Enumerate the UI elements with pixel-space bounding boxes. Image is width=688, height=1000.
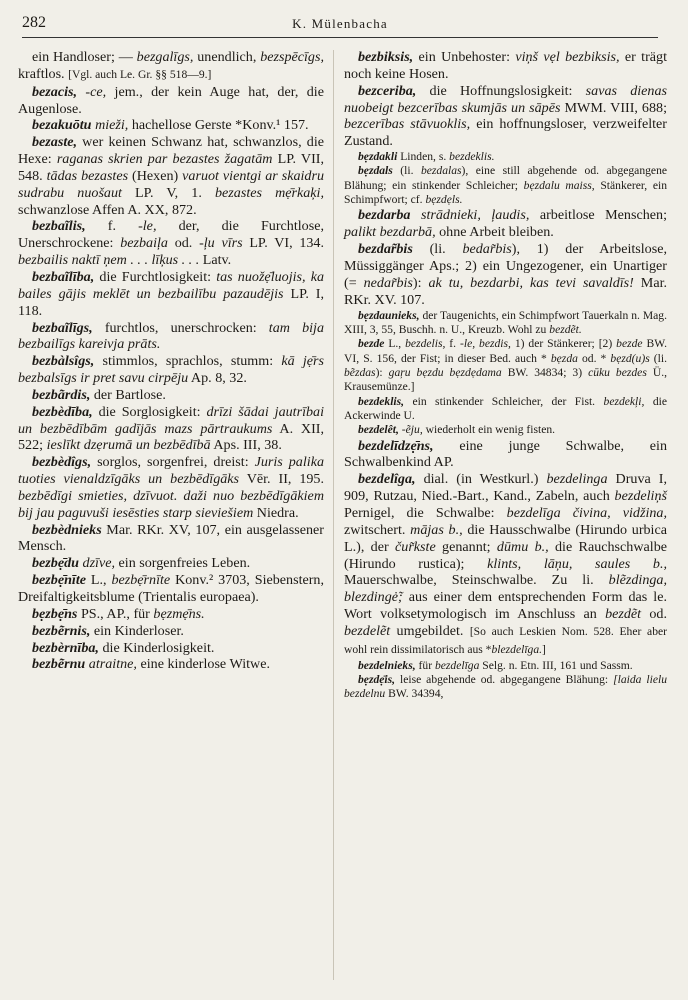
headword: bezbèdîgs, [32, 454, 92, 471]
example-text: tam bija bezbailīgs kareivja prāts. [18, 319, 324, 353]
definition-text: Latv. [199, 252, 232, 269]
example-text: bezdẽt [605, 606, 642, 623]
dictionary-entry [344, 150, 667, 164]
dictionary-entry [18, 623, 324, 640]
example-text: gaŗu bẹzdu bẹzdẹdama [388, 365, 502, 379]
headword: bezbaĩlis, [32, 218, 86, 235]
example-text: bẹzdẹls. [425, 193, 463, 207]
dictionary-entry [18, 640, 324, 657]
definition-text: dial. (in Westkurl.) [415, 471, 547, 488]
headword: bezbãrdis, [32, 386, 91, 403]
dictionary-entry [18, 84, 324, 118]
example-text: bezspēcīgs, [260, 49, 324, 65]
definition-text: aus einer dem entsprechenden Form das le. Wort volksetymologisch im Anschluss an [344, 589, 667, 623]
definition-text: Ap. 8, 32. [188, 370, 247, 387]
definition-text [410, 207, 421, 223]
left-column [18, 49, 324, 673]
headword: bezacis, [32, 83, 78, 100]
definition-text: Konv.² 3703, Siebenstern, Dreifaltigkeitsblume (Trientalis europaea). [18, 572, 325, 605]
definition-text: 1) der Stänkerer; [2) [510, 337, 617, 351]
example-text: bezdelīga [434, 658, 480, 672]
definition-text: der, die Furchtlose, Unerschrockene: [18, 218, 324, 252]
definition-text: Ü., Krausemünze.] [344, 365, 667, 394]
example-text: bedar̃bis [462, 241, 512, 258]
example-text: tādas bezastes [46, 167, 129, 184]
definition-text: ein Unbehoster: [413, 49, 516, 65]
dictionary-entry [344, 471, 667, 658]
example-text: bezastes mẹ̄rkaķi, [215, 184, 324, 201]
definition-text: BW. 34394, [385, 687, 444, 701]
definition-text: unendlich, [193, 49, 261, 65]
running-title: K. Mülenbacha [292, 16, 388, 31]
definition-text: hachellose Gerste *Konv.¹ 157. [128, 117, 309, 134]
example-text: [laida lielu bezdelnu [344, 672, 667, 701]
headword: bezde [358, 337, 385, 351]
definition-text: die Hausschwalbe (Hirundo urbica L.), der [344, 521, 667, 555]
definition-text: schwanzlose Affen A. XX, 872. [18, 201, 197, 218]
definition-text: ein Kinderloser. [90, 622, 184, 639]
definition-text: f. [85, 218, 139, 235]
definition-text: die Ackerwinde U. [344, 394, 667, 422]
headword: bẹzdakli [358, 150, 398, 164]
definition-text: zwitschert. [344, 521, 411, 538]
headword: bezbaĩlīgs, [32, 319, 93, 336]
example-text: blẽzdinga, blezdingė̃; [344, 572, 667, 606]
headword: bezceriba, [358, 82, 417, 99]
definition-text: [So auch Leskien Nom. 528. Eher aber wohl rein dissimilatorisch aus * [344, 624, 668, 656]
headword: bezbiksis, [358, 49, 414, 65]
definition-text: wer keinen Schwanz hat, schwanzlos, die Hexe: [18, 134, 324, 168]
example-text: bezgalīgs, [136, 49, 194, 65]
example-text: mieži, [95, 117, 129, 134]
dictionary-entry [344, 438, 667, 472]
example-text: strādnieki, [420, 207, 481, 224]
headword: bezbẽrnis, [32, 622, 91, 639]
example-text: savas dienas nuobeigt bezcerības skumjās un sāpēs [344, 82, 667, 116]
dictionary-entry [18, 572, 324, 606]
definition-text: Mar. RKr. XV. 107. [344, 274, 668, 308]
example-text: viņš vẹl bezbiksis, [515, 49, 620, 65]
definition-text: der Taugenichts, ein Schimpfwort Tauerkaln n. Mag. XIII, 3, 55, Buschh. n. U., Kreuzb. Wohl zu [344, 308, 667, 336]
definition-text: ), eine still abgehende od. abgegangene Blähung; ein stinkender Schleicher; [344, 164, 668, 192]
example-text: kā jẹ̄rs bezbalsīgs ir pret savu cirpēju [18, 353, 324, 387]
headword: bezbẹ̄nīte [32, 572, 87, 589]
dictionary-entry [18, 269, 324, 320]
example-text: bẹzdalu maiss, [523, 178, 595, 192]
example-text: bezdẽt. [549, 322, 582, 336]
example-text: klints, lāņu, saules b., [487, 555, 667, 572]
example-text: bẹzd(u)s [610, 351, 650, 365]
dictionary-entry [18, 353, 324, 387]
dictionary-entry [18, 117, 324, 134]
definition-text: sorglos, sorgenfrei, dreist: [91, 454, 255, 471]
example-text: ļaudis, [491, 207, 530, 224]
dictionary-entry [18, 49, 324, 84]
definition-text: LP. VI, 134. [242, 235, 324, 252]
example-text: bẽzdas [344, 365, 376, 379]
definition-text: genannt; [435, 538, 497, 555]
definition-text: kraftlos. [18, 65, 69, 82]
definition-text: f. [445, 337, 460, 351]
headword: bezdelnieks, [358, 658, 416, 672]
example-text: tas nuožẹ̄luojis, ka bailes gājis meklēt un bezbailību pazaudējis [18, 268, 324, 302]
example-text: dzīve, [82, 555, 115, 572]
definition-text: L., [86, 572, 112, 589]
dictionary-entry [18, 387, 324, 404]
header-rule [22, 37, 658, 38]
example-text: raganas skrien par bezastes žagatām [56, 151, 273, 168]
headword: bezbaĩlība, [32, 268, 95, 285]
dictionary-entry [18, 606, 324, 623]
right-column [344, 49, 667, 702]
headword: bezdelîga, [358, 471, 416, 488]
dictionary-entry [18, 454, 324, 521]
dictionary-entry [344, 309, 667, 338]
headword: bezbèdība, [32, 403, 93, 420]
example-text: -ẽju, [401, 423, 423, 437]
definition-text: Niedra. [253, 504, 299, 521]
dictionary-entry [344, 207, 667, 241]
example-text: bezdelẽt [344, 622, 391, 639]
definition-text: Mauerschwalbe, Steinschwalbe. Zu li. [344, 572, 609, 589]
definition-text: arbeitlose Menschen; [529, 207, 667, 224]
definition-text: Stänkerer, ein Schimpfwort; cf. [344, 178, 667, 207]
definition-text: für [415, 658, 435, 672]
definition-text: Selg. n. Etn. III, 161 und Sassm. [479, 658, 633, 672]
definition-text: leise abgehende od. abgegangene Blähung: [395, 672, 614, 686]
definition-text: ein Handloser; — [32, 49, 137, 65]
definition-text: (Hexen) [128, 167, 183, 184]
example-text: ak tu, bezdarbi, kas tevi savaldīs! [428, 274, 634, 291]
definition-text: BW. VI, S. 156, der Fist; in dieser Bed. auch * [344, 337, 667, 365]
headword: bezakuōtu [32, 117, 92, 134]
example-text: palikt bezdarbā, [344, 224, 436, 241]
definition-text: ): [412, 274, 429, 291]
example-text: cūku bezdes [588, 365, 647, 379]
definition-text: die Furchtlosigkeit: [94, 268, 217, 285]
definition-text: die Kinderlosigkeit. [98, 639, 215, 656]
definition-text: ): [375, 365, 389, 379]
headword: bezdelêt, [358, 423, 399, 437]
definition-text: der Bartlose. [90, 386, 166, 403]
headword: bẹzdaunieks, [358, 308, 420, 322]
example-text: bezdeliņš [614, 488, 667, 505]
example-text: bezbẹ̄rnīte [111, 572, 171, 589]
dictionary-entry [344, 673, 667, 702]
definition-text: ein sorgenfreies Leben. [115, 555, 251, 572]
example-text: dūmu b., [496, 538, 549, 555]
definition-text: Druva I, 909, Rutzau, Nied.-Bart., Kand., Zabeln, auch [344, 471, 667, 505]
definition-text: eine junge Schwalbe, ein Schwalbenkind AP. [344, 437, 667, 471]
headword: bezdar̃bis [358, 241, 413, 258]
dictionary-entry [344, 395, 667, 424]
example-text: atraitne, [88, 656, 137, 673]
definition-text: PS., AP., für [77, 605, 154, 622]
column-separator [333, 50, 334, 980]
dictionary-entry [344, 241, 667, 308]
headword: bezbẹ̄du [32, 555, 79, 572]
definition-text: er trägt noch keine Hosen. [344, 49, 667, 82]
definition-text: umgebildet. [390, 622, 470, 639]
dictionary-entry [18, 555, 324, 572]
headword: bezbèdnieks [32, 521, 102, 538]
dictionary-entry [344, 337, 667, 394]
definition-text: [Vgl. auch Le. Gr. §§ 518—9.] [68, 67, 212, 81]
dictionary-entry [18, 134, 324, 218]
definition-text: Mar. RKr. XV, 107, ein ausgelassener Mensch. [18, 521, 324, 555]
headword: bezdarba [358, 207, 411, 224]
dictionary-entry [18, 522, 324, 556]
dictionary-entry [18, 404, 324, 455]
definition-text: ein stinkender Schleicher, der Fist. [404, 394, 604, 408]
definition-text: (li. [392, 164, 421, 178]
dictionary-entry [344, 49, 667, 83]
dictionary-entry [344, 423, 667, 437]
example-text: bẹzda [550, 351, 578, 365]
headword: bezbẽrnu [32, 656, 86, 673]
example-text: Juris palika tuoties vienaldzīgāks un bezbēdīgāks [18, 454, 324, 488]
example-text: bezbēdīgi smieties, dzīvuot. daži nuo bezbēdīgākiem bij jau paguvuši iesēsties starp sieviešiem [18, 487, 324, 521]
definition-text: od. * [577, 351, 611, 365]
example-text: bezdelinga [546, 471, 608, 488]
headword: bezdelīdzẹ̄ns, [358, 437, 434, 454]
definition-text: (li. [412, 241, 463, 258]
example-text: nedar̃bis [363, 274, 413, 291]
example-text: drīzi šādai jautrībai un bezbēdībām gadījās mazs pārtraukums [18, 403, 324, 437]
dictionary-entry [18, 656, 324, 673]
example-text: bezdalas [420, 164, 462, 178]
definition-text: Linden, s. [397, 150, 450, 164]
definition-text: Vēr. II, 195. [239, 471, 324, 488]
definition-text: eine kinderlose Witwe. [136, 656, 270, 673]
definition-text: (li. [649, 351, 667, 365]
headword: bẹzdals [358, 164, 393, 178]
example-text: bezdeklis. [449, 150, 495, 164]
headword: bezdeklis, [358, 394, 405, 408]
headword: bẹzbẹ̄ns [32, 605, 78, 622]
example-text: bẹzmẹ̄ns. [153, 605, 205, 622]
definition-text: LP. I, 118. [18, 285, 325, 319]
definition-text: od. [167, 235, 200, 252]
page-header [22, 14, 658, 34]
headword: bezbèrnība, [32, 639, 99, 656]
definition-text: BW. 34834; 3) [501, 365, 589, 379]
dictionary-entry [344, 659, 667, 673]
definition-text: MWM. VIII, 688; [560, 99, 667, 116]
page-number: 282 [22, 14, 46, 31]
definition-text: od. [641, 606, 667, 623]
example-text: mājas b., [410, 521, 463, 538]
example-text: bezcerības stāvuoklis, [344, 116, 471, 133]
dictionary-entry [344, 83, 667, 150]
example-text: bezdelīga čivina, vidžina, [506, 504, 667, 521]
definition-text: ] [542, 642, 546, 656]
example-text: bezdekļi, [603, 394, 645, 408]
definition-text: Pernigel, die Schwalbe: [344, 504, 507, 521]
definition-text: A. XII, 522; [18, 420, 324, 454]
definition-text: furchtlos, unerschrocken: [92, 319, 269, 336]
example-text: čur̃kste [395, 538, 436, 555]
dictionary-entry [18, 218, 324, 269]
definition-text [481, 207, 492, 223]
definition-text: L., [384, 337, 406, 351]
headword: bezbàlsîgs, [32, 353, 95, 370]
dictionary-entry [18, 320, 324, 354]
definition-text: wiederholt ein wenig fisten. [422, 423, 556, 437]
definition-text: stimmlos, sprachlos, stumm: [94, 353, 282, 370]
example-text: blezdelīga. [491, 642, 543, 656]
example-text: bezde [616, 337, 643, 351]
example-text: -ļu vīrs [199, 235, 243, 252]
example-text: ieslīkt dzẹrumā un bezbēdībā [46, 437, 211, 454]
example-text: bezbaiļa [120, 235, 168, 252]
definition-text: LP. VII, 548. [18, 151, 324, 184]
dictionary-entry [344, 164, 667, 207]
example-text: -le, [138, 218, 157, 235]
headword: bezaste, [32, 134, 78, 151]
example-text: -le, bezdis, [459, 337, 511, 351]
definition-text: ein hoffnungsloser, verzweifelter Zustand. [344, 116, 667, 150]
headword: bẹzdẹ̄is, [358, 672, 396, 686]
example-text: bezdelis, [405, 337, 446, 351]
example-text: -ce, [85, 83, 107, 100]
definition-text: jem., der kein Auge hat, der, die Augenlose. [18, 83, 324, 117]
example-text: bezbailis naktī ņem . . . līķus . . . [18, 252, 200, 269]
definition-text: ), 1) der Arbeitslose, Müssiggänger Aps.; 2) ein Ungezogener, ein Unartiger (= [344, 241, 667, 291]
definition-text: ohne Arbeit bleiben. [435, 224, 554, 241]
definition-text: die Rauchschwalbe (Hirundo rustica); [344, 538, 667, 572]
definition-text: Aps. III, 38. [210, 437, 282, 454]
definition-text: die Hoffnungslosigkeit: [416, 82, 586, 99]
definition-text: die Sorglosigkeit: [92, 403, 207, 420]
definition-text: LP. V, 1. [121, 184, 215, 201]
example-text: varuot vientgi ar skaidru sudrabu nuošaut [18, 167, 324, 201]
